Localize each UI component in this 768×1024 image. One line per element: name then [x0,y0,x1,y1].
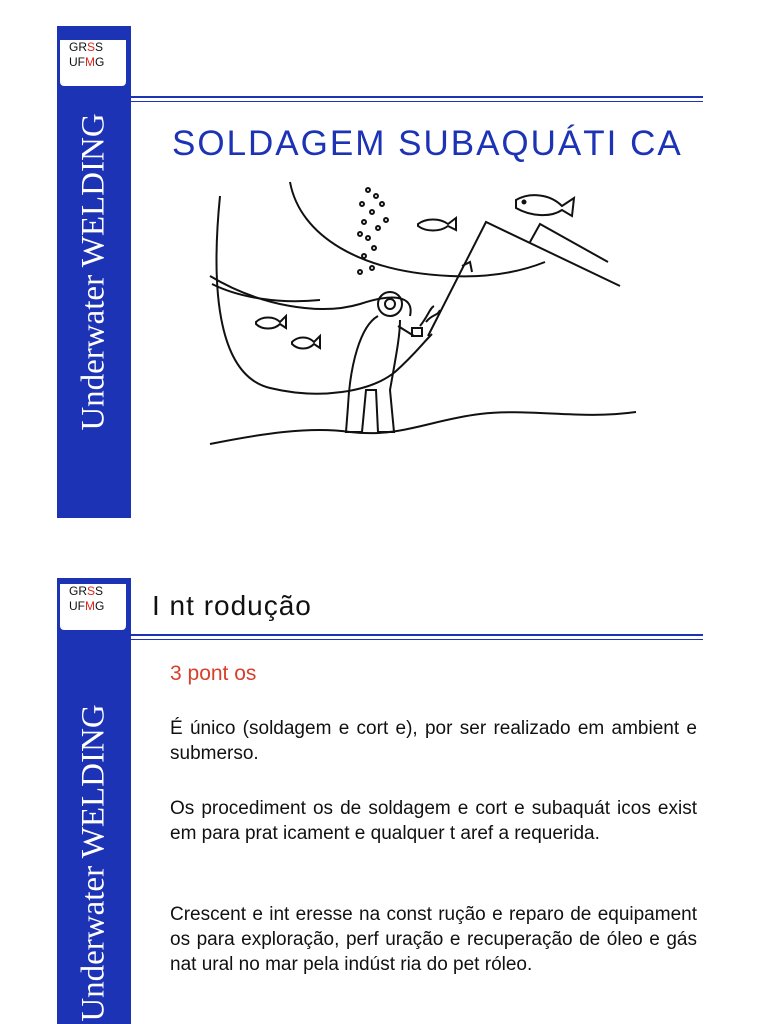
side-bar [57,578,131,1024]
logo-line-2: UFMG [69,55,105,69]
side-bar [57,26,131,518]
paragraph-2: Os procediment os de soldagem e cort e subaquát icos exist em para prat icament e qualquer t aref a requerida. [170,798,697,844]
logo-line-1: GRSS [69,584,104,598]
logo-line-1: GRSS [69,40,104,54]
logo [60,584,126,630]
side-bar-text: Underwater WELDING [75,704,112,1022]
logo [60,40,126,86]
header-rule-thin [131,639,703,640]
diver-welding-illustration [200,176,640,456]
slide-title: SOLDAGEM SUBAQUÁTI CA [172,124,683,163]
header-rule [131,634,703,636]
logo-line-2: UFMG [69,599,105,613]
side-bar-text: Underwater WELDING [75,113,112,431]
slide-subtitle: 3 pont os [170,662,257,685]
slide-2 [0,560,768,1024]
slide-title: I nt rodução [152,590,312,621]
header-rule-thin [131,101,703,102]
paragraph-3: Crescent e int eresse na const rução e reparo de equipament os para exploração, perf uração e recuperação de óleo e gás nat ural no mar pela indúst ria do pet róleo. [170,904,697,975]
header-rule [131,96,703,98]
paragraph-1: É único (soldagem e cort e), por ser realizado em ambient e submerso. [170,718,697,764]
